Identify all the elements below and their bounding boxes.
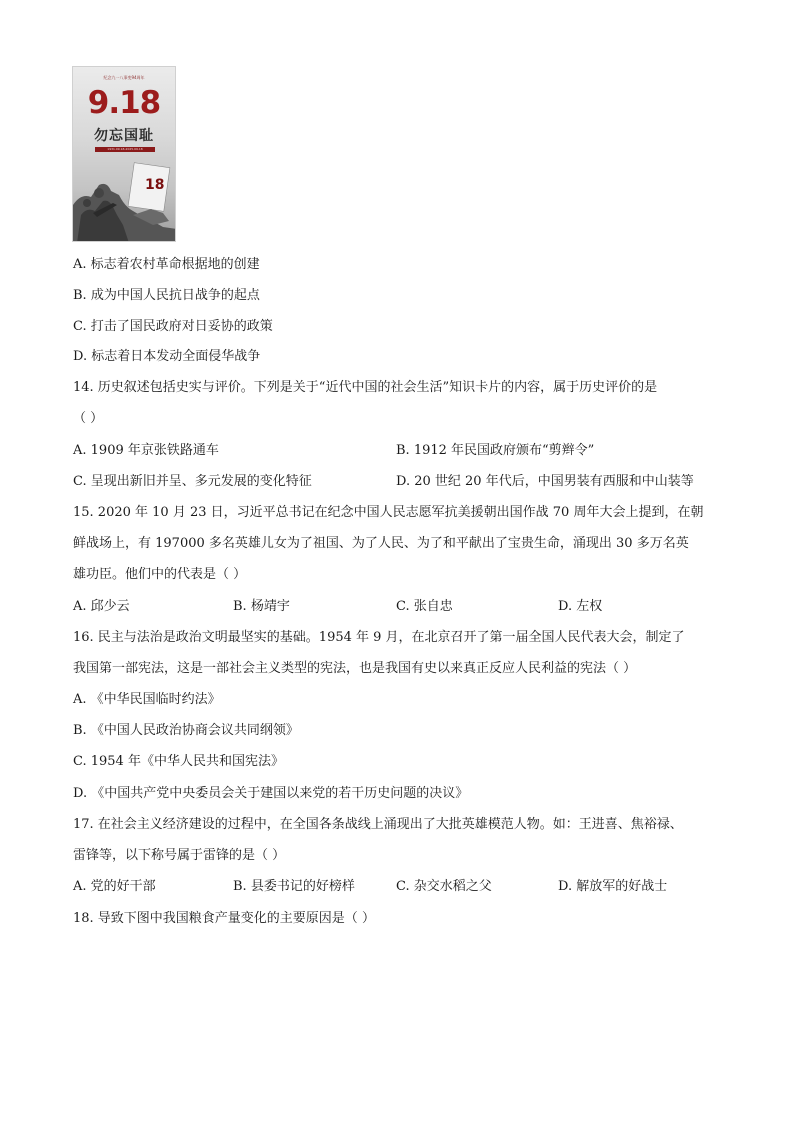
q17-stem-line2: 雷锋等，以下称号属于雷锋的是（ ） <box>73 848 286 863</box>
q16-option-c: C. 1954 年《中华人民共和国宪法》 <box>73 754 284 769</box>
q16-option-d: D. 《中国共产党中央委员会关于建国以来党的若干历史问题的决议》 <box>73 786 469 801</box>
q15-stem-line3: 雄功臣。他们中的代表是（ ） <box>73 567 247 582</box>
q14-stem-line2: （ ） <box>73 411 104 426</box>
q16-stem-line2: 我国第一部宪法，这是一部社会主义类型的宪法，也是我国有史以来真正反应人民利益的宪法（ ） <box>73 661 637 676</box>
q13-option-b: B. 成为中国人民抗日战争的起点 <box>73 288 260 303</box>
poster-date: 9.18 <box>87 85 161 121</box>
calendar-number: 18 <box>145 177 165 193</box>
q15-option-d: D. 左权 <box>558 599 603 614</box>
q17-stem-line1: 17. 在社会主义经济建设的过程中，在全国各条战线上涌现出了大批英雄模范人物。如：王进喜、焦裕禄、 <box>73 817 683 832</box>
q16-option-a: A. 《中华民国临时约法》 <box>73 692 221 707</box>
q15-option-a: A. 邱少云 <box>73 599 130 614</box>
q14-option-b: B. 1912 年民国政府颁布“剪辫令” <box>396 443 595 458</box>
q14-option-d: D. 20 世纪 20 年代后，中国男装有西服和中山装等 <box>396 474 694 489</box>
q14-stem-line1: 14. 历史叙述包括史实与评价。下列是关于“近代中国的社会生活”知识卡片的内容，属于历史评价的是 <box>73 380 658 395</box>
q14-option-a: A. 1909 年京张铁路通车 <box>73 443 219 458</box>
q16-option-b: B. 《中国人民政治协商会议共同纲领》 <box>73 723 299 738</box>
q13-option-d: D. 标志着日本发动全面侵华战争 <box>73 349 261 364</box>
q15-stem-line1: 15. 2020 年 10 月 23 日，习近平总书记在纪念中国人民志愿军抗美援朝出国作战 70 周年大会上提到，在朝 <box>73 505 704 520</box>
q13-option-a: A. 标志着农村革命根据地的创建 <box>73 257 260 272</box>
q15-option-c: C. 张自忠 <box>396 599 453 614</box>
q17-option-b: B. 县委书记的好榜样 <box>233 879 355 894</box>
q18-stem: 18. 导致下图中我国粮食产量变化的主要原因是（ ） <box>73 911 375 926</box>
poster-top-text: 纪念九一八事变94周年 <box>103 75 145 80</box>
q17-option-c: C. 杂交水稻之父 <box>396 879 492 894</box>
q17-option-a: A. 党的好干部 <box>73 879 156 894</box>
poster-dates-bar: 1931.09.18-2025.09.18 <box>95 147 155 152</box>
q16-stem-line1: 16. 民主与法治是政治文明最坚实的基础。1954 年 9 月，在北京召开了第一届全国人民代表大会，制定了 <box>73 630 685 645</box>
q14-option-c: C. 呈现出新旧并呈、多元发展的变化特征 <box>73 474 312 489</box>
remember-918-poster <box>72 66 176 242</box>
q17-option-d: D. 解放军的好战士 <box>558 879 668 894</box>
q15-stem-line2: 鲜战场上，有 197000 多名英雄儿女为了祖国、为了人民、为了和平献出了宝贵生命，涌现出 30 多万名英 <box>73 536 689 551</box>
q13-option-c: C. 打击了国民政府对日妥协的政策 <box>73 319 273 334</box>
q15-option-b: B. 杨靖宇 <box>233 599 290 614</box>
poster-slogan: 勿忘国耻 <box>94 128 154 144</box>
poster-illustration <box>73 155 176 242</box>
